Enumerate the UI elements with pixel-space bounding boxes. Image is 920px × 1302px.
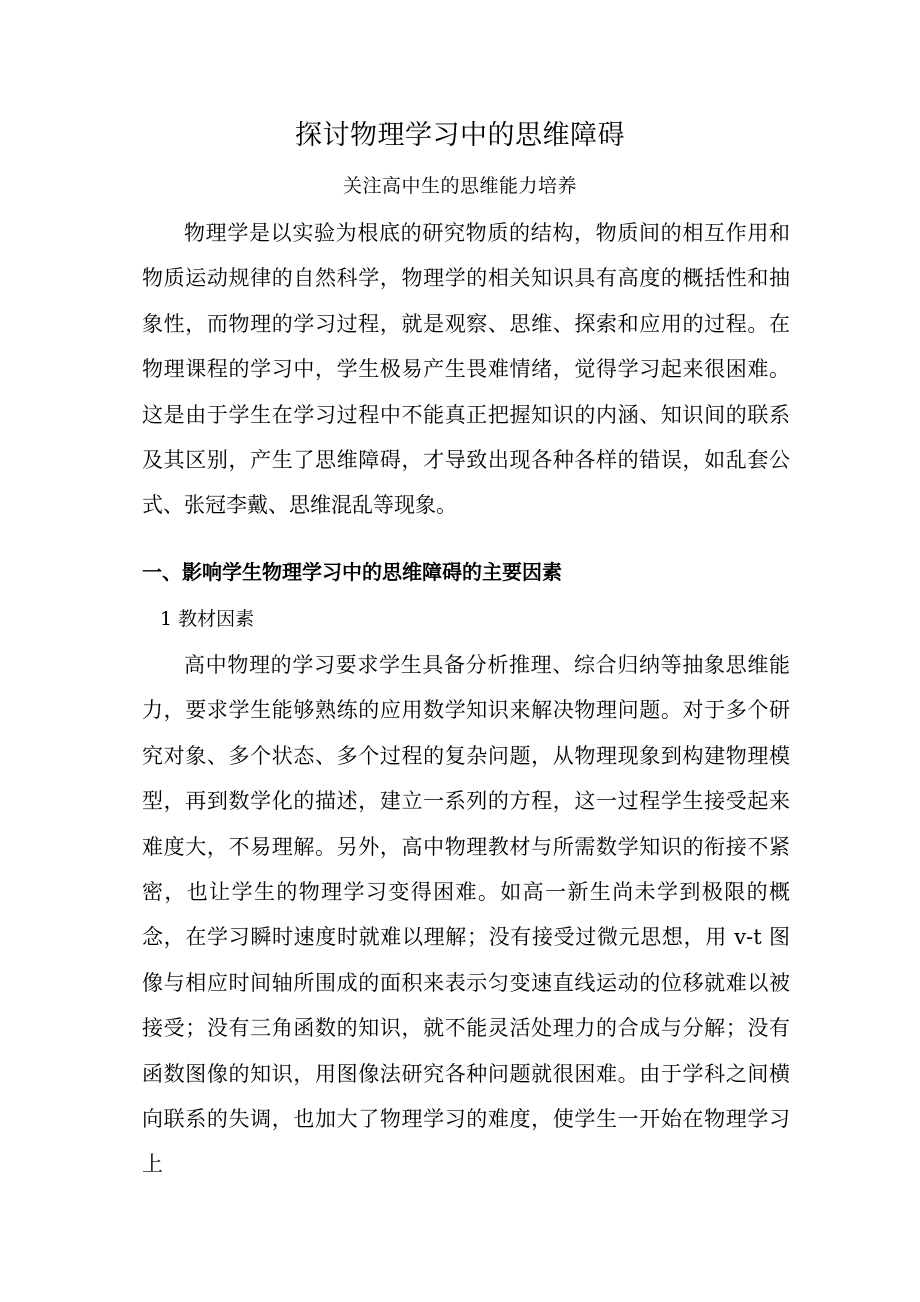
document-title: 探讨物理学习中的思维障碍 — [295, 120, 625, 151]
body-paragraph: 高中物理的学习要求学生具备分析推理、综合归纳等抽象思维能力，要求学生能够熟练的应用数学知识来解决物理问题。对于多个研究对象、多个状态、多个过程的复杂问题，从物理现象到构建物理模型，再到数学化的描述，建立一系列的方程，这一过程学生接受起来难度大，不易理解。另外，高中物理教材与所需数学知识的衔接不紧密，也让学生的物理学习变得困难。如高一新生尚未学到极限的概念，在学习瞬时速度时就难以理解；没有接受过微元思想，用 v-t 图像与相应时间轴所围成的面积来表示匀变速直线运动的位移就难以被接受；没有三角函数的知识，就不能灵活处理力的合成与分解；没有函数图像的知识，用图像法研究各种问题就很困难。由于学科之间横向联系的失调，也加大了物理学习的难度，使学生一开始在物理学习上 — [142, 653, 790, 1177]
document-subtitle: 关注高中生的思维能力培养 — [342, 175, 577, 197]
subsection-heading: 1 教材因素 — [160, 608, 255, 630]
intro-paragraph: 物理学是以实验为根底的研究物质的结构，物质间的相互作用和物质运动规律的自然科学，物理学的相关知识具有高度的概括性和抽象性，而物理的学习过程，就是观察、思维、探索和应用的过程。在物理课程的学习中，学生极易产生畏难情绪，觉得学习起来很困难。这是由于学生在学习过程中不能真正把握知识的内涵、知识间的联系及其区别，产生了思维障碍，才导致出现各种各样的错误，如乱套公式、张冠李戴、思维混乱等现象。 — [142, 221, 790, 518]
section-heading: 一、影响学生物理学习中的思维障碍的主要因素 — [142, 560, 562, 584]
